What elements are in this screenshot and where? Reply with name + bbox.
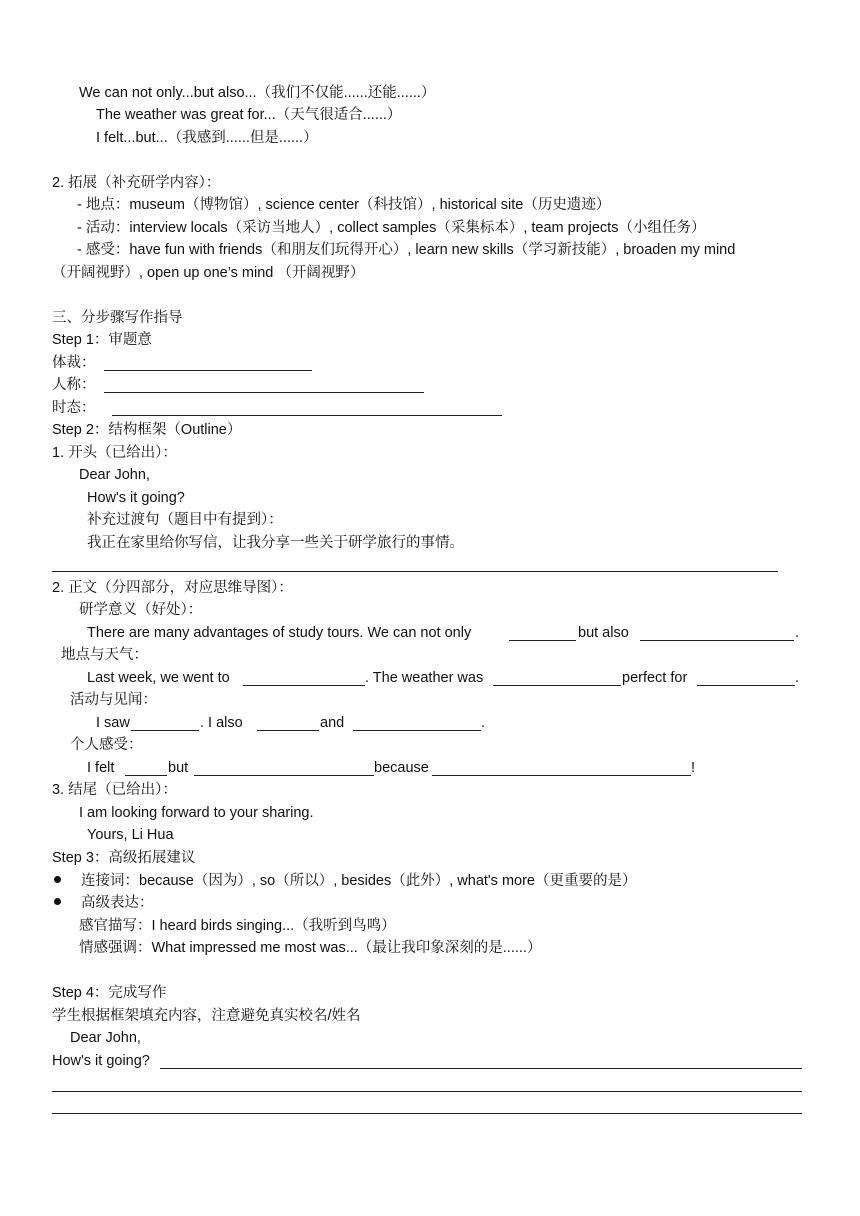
tense-label: 时态： bbox=[52, 400, 96, 416]
writing-line-2[interactable] bbox=[52, 1091, 802, 1092]
significance-text-a: There are many advantages of study tours. We can not only bbox=[87, 625, 472, 641]
activity-text-b: . I also bbox=[200, 715, 243, 731]
sensory-text: 感官描写：I heard birds singing...（我听到鸟鸣） bbox=[79, 918, 396, 934]
place-text-a: Last week, we went to bbox=[87, 670, 230, 686]
person-blank[interactable] bbox=[104, 392, 424, 393]
activity-text-a: I saw bbox=[96, 715, 130, 731]
feeling-label: 个人感受： bbox=[70, 737, 143, 753]
activity-blank-1[interactable] bbox=[131, 730, 199, 731]
signature: Yours, Li Hua bbox=[87, 827, 174, 843]
phrase-weather: The weather was great for...（天气很适合......） bbox=[96, 107, 402, 123]
step4-title: Step 4：完成写作 bbox=[52, 985, 167, 1001]
place-weather-label: 地点与天气： bbox=[61, 647, 148, 663]
place-blank-2[interactable] bbox=[493, 685, 621, 686]
place-period: . bbox=[795, 670, 800, 686]
feeling-blank-3[interactable] bbox=[432, 775, 691, 776]
extension-feelings: - 感受：have fun with friends（和朋友们玩得开心）, learn new skills（学习新技能）, broaden my mind bbox=[77, 242, 736, 258]
step1-title: Step 1：审题意 bbox=[52, 332, 152, 348]
bullet-icon bbox=[54, 898, 61, 905]
significance-blank-2[interactable] bbox=[640, 640, 794, 641]
significance-blank-1[interactable] bbox=[509, 640, 576, 641]
significance-text-b: but also bbox=[578, 625, 629, 641]
ending-title: 3. 结尾（已给出）： bbox=[52, 782, 177, 798]
extension-places: - 地点：museum（博物馆）, science center（科技馆）, historical site（历史遗迹） bbox=[77, 197, 611, 213]
genre-label: 体裁： bbox=[52, 355, 96, 371]
activity-period: . bbox=[481, 715, 486, 731]
person-label: 人称： bbox=[52, 377, 96, 393]
connectors-text: 连接词：because（因为）, so（所以）, besides（此外）, what's more（更重要的是） bbox=[81, 873, 637, 889]
phrase-felt: I felt...but...（我感到......但是......） bbox=[96, 130, 318, 146]
feeling-blank-2[interactable] bbox=[194, 775, 374, 776]
advanced-text: 高级表达： bbox=[81, 895, 154, 911]
feeling-text-a: I felt bbox=[87, 760, 115, 776]
phrase-not-only: We can not only...but also...（我们不仅能......还能......） bbox=[79, 85, 436, 101]
place-text-c: perfect for bbox=[622, 670, 688, 686]
tense-blank[interactable] bbox=[112, 415, 502, 416]
emotional-text: 情感强调：What impressed me most was...（最让我印象深刻的是......） bbox=[79, 940, 542, 956]
ending-text: I am looking forward to your sharing. bbox=[79, 805, 314, 821]
writing-line-3[interactable] bbox=[52, 1113, 802, 1114]
opening-title: 1. 开头（已给出）： bbox=[52, 445, 177, 461]
body-title: 2. 正文（分四部分，对应思维导图）： bbox=[52, 580, 293, 596]
significance-period: . bbox=[795, 625, 800, 641]
greeting: Dear John, bbox=[79, 467, 150, 483]
place-blank-3[interactable] bbox=[697, 685, 795, 686]
place-text-b: . The weather was bbox=[365, 670, 484, 686]
extension-feelings-cont: （开阔视野）, open up one’s mind （开阔视野） bbox=[52, 265, 365, 281]
bullet-icon bbox=[54, 876, 61, 883]
step4-hows: How's it going? bbox=[52, 1053, 150, 1069]
feeling-text-c: because bbox=[374, 760, 429, 776]
feeling-exclaim: ! bbox=[691, 760, 696, 776]
activity-blank-3[interactable] bbox=[353, 730, 481, 731]
transition-text: 我正在家里给你写信，让我分享一些关于研学旅行的事情。 bbox=[87, 535, 464, 551]
step4-greeting: Dear John, bbox=[70, 1030, 141, 1046]
extension-title: 2. 拓展（补充研学内容）： bbox=[52, 175, 221, 191]
feeling-blank-1[interactable] bbox=[125, 775, 167, 776]
activity-blank-2[interactable] bbox=[257, 730, 319, 731]
section-title: 三、分步骤写作指导 bbox=[52, 310, 183, 326]
step2-title: Step 2：结构框架（Outline） bbox=[52, 422, 242, 438]
transition-blank[interactable] bbox=[52, 571, 778, 572]
feeling-text-b: but bbox=[168, 760, 189, 776]
advanced-item bbox=[54, 893, 154, 913]
step3-title: Step 3：高级拓展建议 bbox=[52, 850, 196, 866]
writing-line-1[interactable] bbox=[160, 1068, 802, 1069]
genre-blank[interactable] bbox=[104, 370, 312, 371]
activity-label: 活动与见闻： bbox=[70, 692, 157, 708]
hows-it-going: How's it going? bbox=[87, 490, 185, 506]
transition-label: 补充过渡句（题目中有提到）： bbox=[87, 512, 283, 528]
activity-text-c: and bbox=[320, 715, 345, 731]
connectors-item bbox=[54, 871, 637, 891]
significance-label: 研学意义（好处）： bbox=[79, 602, 203, 618]
step4-instruction: 学生根据框架填充内容，注意避免真实校名/姓名 bbox=[52, 1008, 361, 1024]
place-blank-1[interactable] bbox=[243, 685, 365, 686]
extension-activities: - 活动：interview locals（采访当地人）, collect samples（采集标本）, team projects（小组任务） bbox=[77, 220, 706, 236]
